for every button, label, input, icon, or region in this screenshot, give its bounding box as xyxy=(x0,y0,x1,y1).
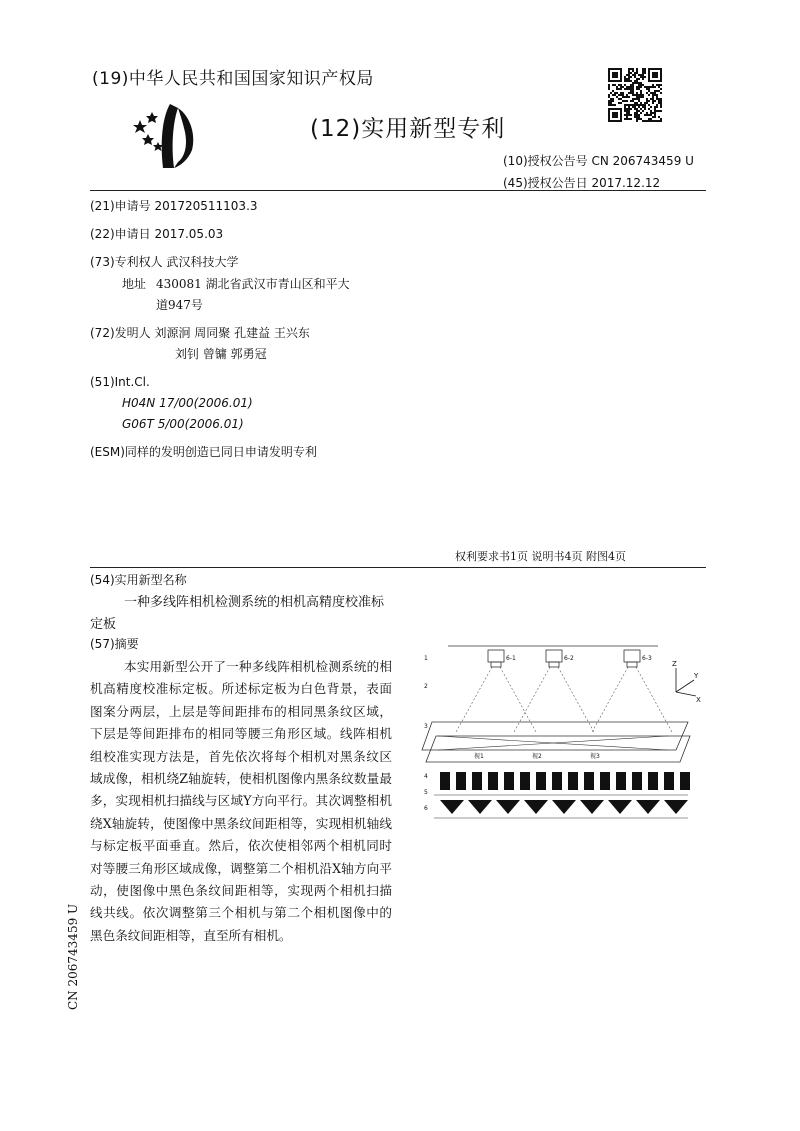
lens-1 xyxy=(491,662,501,667)
camera-2 xyxy=(546,650,562,662)
black-triangle xyxy=(552,800,576,814)
axis-label: X xyxy=(696,696,701,704)
lens-3 xyxy=(627,662,637,667)
callout-label: 6 xyxy=(424,805,428,812)
axis-label: Y xyxy=(694,672,699,680)
black-stripe xyxy=(456,772,466,790)
callout-label: 1 xyxy=(424,655,428,662)
inventors-line-2: 刘钊 曾镛 郭勇冠 xyxy=(175,347,267,361)
camera-label: 6-2 xyxy=(564,655,574,662)
application-number: (21)申请号 201720511103.3 xyxy=(90,199,258,213)
black-stripe xyxy=(472,772,482,790)
header-divider xyxy=(90,190,706,191)
esm-note: (ESM)同样的发明创造已同日申请发明专利 xyxy=(90,445,317,459)
zone-label: 视3 xyxy=(590,753,600,760)
zone-label: 视2 xyxy=(532,753,542,760)
inventors-line-1: (72)发明人 刘源泂 周同聚 孔建益 王兴东 xyxy=(90,326,310,340)
zone-label: 视1 xyxy=(474,753,484,760)
camera-3 xyxy=(624,650,640,662)
black-triangle xyxy=(636,800,660,814)
black-stripe xyxy=(568,772,578,790)
callout-label: 5 xyxy=(424,789,428,796)
black-stripe xyxy=(440,772,450,790)
patentee: (73)专利权人 武汉科技大学 xyxy=(90,255,239,269)
utility-model-title: 一种多线阵相机检测系统的相机高精度校准标定板 xyxy=(90,595,385,632)
authority-title: (19)中华人民共和国国家知识产权局 xyxy=(92,69,374,89)
int-cl-label: (51)Int.Cl. xyxy=(90,375,150,389)
black-stripe xyxy=(600,772,610,790)
black-stripe xyxy=(584,772,594,790)
black-triangle xyxy=(580,800,604,814)
black-triangle xyxy=(664,800,688,814)
calibration-board-figure xyxy=(418,632,704,832)
classification-1: H04N 17/00(2006.01) xyxy=(122,396,253,410)
qr-code-icon xyxy=(608,68,662,122)
black-triangle xyxy=(608,800,632,814)
page-counts: 权利要求书1页 说明书4页 附图4页 xyxy=(455,550,626,563)
lens-2 xyxy=(549,662,559,667)
section-divider xyxy=(90,567,706,568)
black-triangle xyxy=(496,800,520,814)
black-stripe xyxy=(648,772,658,790)
black-stripe xyxy=(664,772,674,790)
application-date: (22)申请日 2017.05.03 xyxy=(90,227,224,241)
axis-label: Z xyxy=(672,660,677,668)
title-label: (54)实用新型名称 xyxy=(90,573,187,587)
black-stripe xyxy=(632,772,642,790)
camera-label: 6-1 xyxy=(506,655,516,662)
black-stripe xyxy=(520,772,530,790)
classification-2: G06T 5/00(2006.01) xyxy=(122,417,244,431)
camera-label: 6-3 xyxy=(642,655,652,662)
black-triangle xyxy=(524,800,548,814)
black-triangle xyxy=(468,800,492,814)
black-stripe xyxy=(552,772,562,790)
side-publication-number: CN 206743459 U xyxy=(66,903,80,1010)
camera-1 xyxy=(488,650,504,662)
abstract-label: (57)摘要 xyxy=(90,637,139,651)
axis-y xyxy=(676,680,694,692)
black-triangle xyxy=(440,800,464,814)
callout-label: 3 xyxy=(424,723,428,730)
cnipa-logo-icon xyxy=(130,98,210,170)
abstract-text: 本实用新型公开了一种多线阵相机检测系统的相机高精度校准标定板。所述标定板为白色背景，表面图案分两层，上层是等间距排布的相同黑条纹区域，下层是等间距排布的相同等腰三角形区域。线阵相机组校准实现方法是，首先依次将每个相机对黑条纹区域成像，相机绕Z轴旋转，使相机图像内黑条纹数量最多，实现相机扫描线与区域Y方向平行。其次调整相机绕X轴旋转，使图像中黑条纹间距相等，实现相机轴线与标定板平面垂直。然后，依次使相邻两个相机同时对等腰三角形区域成像，调整第二个相机沿X轴方向平动，使图像中黑色条纹间距相等，实现两个相机扫描线共线。依次调整第三个相机与第二个相机图像中的黑色条纹间距相等，直至所有相机。 xyxy=(90,659,392,943)
callout-label: 2 xyxy=(424,683,428,690)
axis-x xyxy=(676,692,696,696)
black-stripe xyxy=(488,772,498,790)
address-line-1: 430081 湖北省武汉市青山区和平大 xyxy=(156,277,350,291)
address-line-2: 道947号 xyxy=(156,298,203,312)
callout-label: 4 xyxy=(424,773,428,780)
black-stripe xyxy=(536,772,546,790)
black-stripe xyxy=(680,772,690,790)
address-label: 地址 xyxy=(122,277,147,291)
publication-number: (10)授权公告号 CN 206743459 U xyxy=(503,154,694,168)
black-stripe xyxy=(504,772,514,790)
document-type: (12)实用新型专利 xyxy=(310,116,506,142)
black-stripe xyxy=(616,772,626,790)
publication-date: (45)授权公告日 2017.12.12 xyxy=(503,176,661,190)
